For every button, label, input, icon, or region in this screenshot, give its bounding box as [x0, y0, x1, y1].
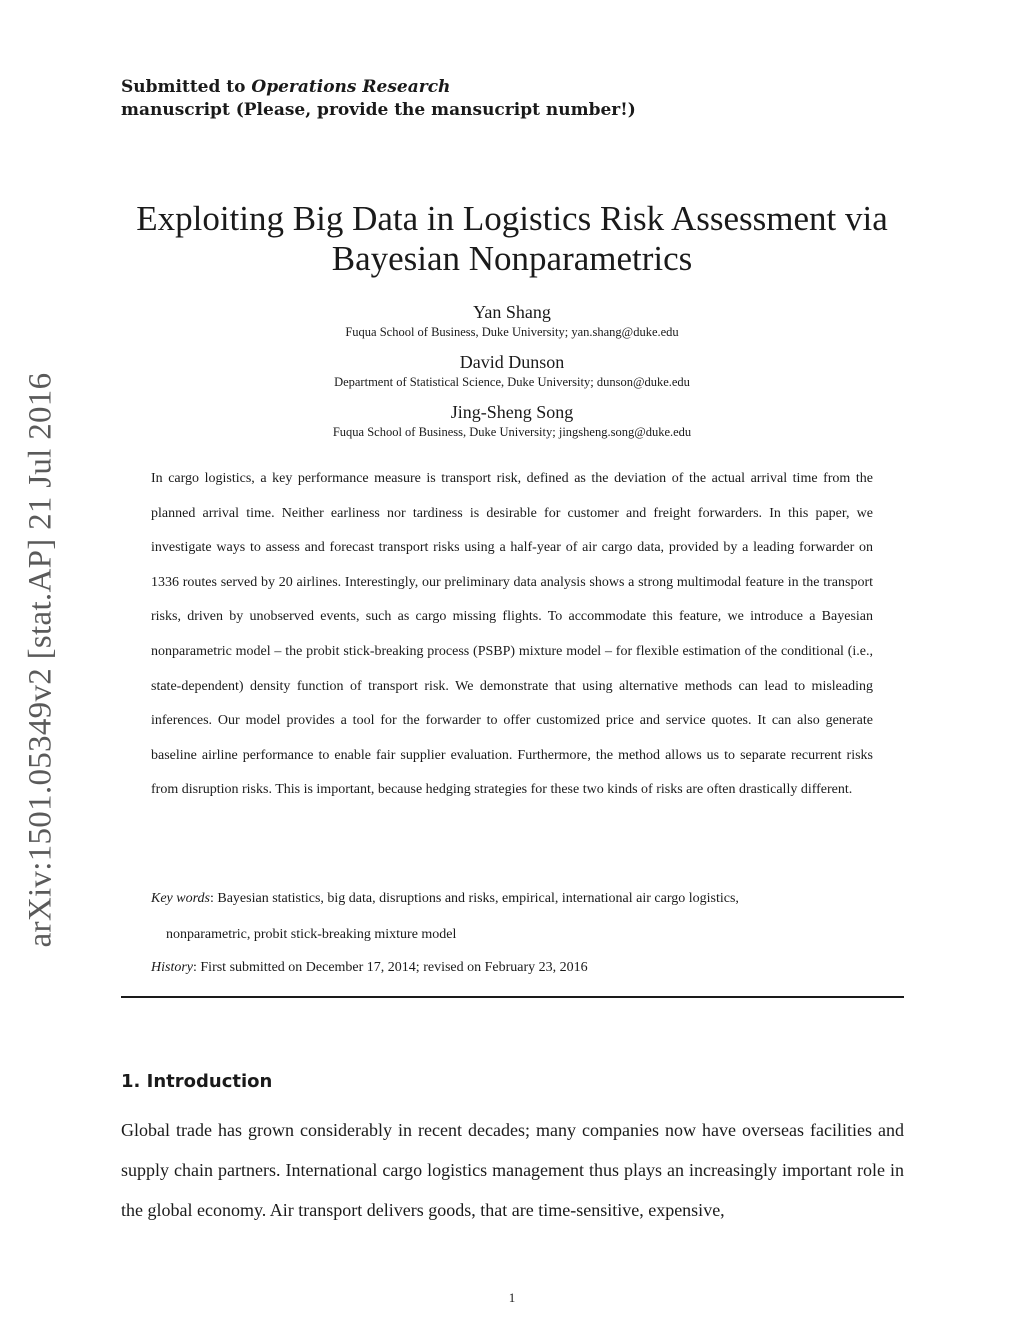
paper-title-line-1: Exploiting Big Data in Logistics Risk Assessment via	[136, 199, 888, 238]
section-heading	[121, 1070, 272, 1094]
paper-title-line-2: Bayesian Nonparametrics	[331, 239, 693, 278]
author-name: Yan Shang	[473, 302, 551, 322]
author-name: David Dunson	[459, 352, 565, 372]
journal-name: Operations Research	[251, 77, 451, 97]
abstract: In cargo logistics, a key performance measure is transport risk, defined as the deviation of the actual arrival time from the planned arrival time. Neither earliness nor tardiness is desirable for customer and freight forwarders. In this paper, we investigate ways to assess and forecast transport risks using a half-year of air cargo data, provided by a leading forwarder on 1336 routes served by 20 airlines. Interestingly, our preliminary data analysis shows a strong multimodal feature in the transport risks, driven by unobserved events, such as cargo missing flights. To accommodate this feature, we introduce a Bayesian nonparametric model – the probit stick-breaking process (PSBP) mixture model – for flexible estimation of the conditional (i.e., state-dependent) density function of transport risk. We demonstrate that using alternative methods can lead to misleading inferences. Our model provides a tool for the forwarder to offer customized price and service quotes. It can also generate baseline airline performance to enable fair supplier evaluation. Furthermore, the method allows us to separate recurrent risks from disruption risks. This is important, because hedging strategies for these two kinds of risks are often drastically different.	[151, 471, 873, 798]
section-divider	[121, 996, 904, 998]
keywords-text: Bayesian statistics, big data, disruptions and risks, empirical, international air cargo logistics,	[217, 891, 739, 906]
journal-submission-line	[121, 76, 450, 98]
submitted-to-text: Submitted to	[121, 77, 246, 97]
keywords-text-continued: nonparametric, probit stick-breaking mixture model	[166, 927, 457, 942]
manuscript-line: manuscript (Please, provide the mansucript number!)	[121, 100, 636, 120]
history-line: History: First submitted on December 17, 2014; revised on February 23, 2016	[151, 960, 588, 975]
history-text: First submitted on December 17, 2014; revised on February 23, 2016	[200, 960, 588, 975]
author-affiliation: Department of Statistical Science, Duke University; dunson@duke.edu	[334, 375, 690, 389]
section-number: 1.	[121, 1071, 141, 1092]
page-number: 1	[508, 1290, 516, 1305]
history-label: History	[151, 960, 193, 975]
author-affiliation: Fuqua School of Business, Duke University; jingsheng.song@duke.edu	[332, 425, 692, 439]
author-affiliation: Fuqua School of Business, Duke University; yan.shang@duke.edu	[345, 325, 679, 339]
author-name: Jing-Sheng Song	[450, 402, 574, 422]
keywords-line: Key words: Bayesian statistics, big data, disruptions and risks, empirical, international air cargo logistics,	[151, 891, 739, 906]
section-title: Introduction	[146, 1071, 273, 1092]
arxiv-stamp-text: arXiv:1501.05349v2 [stat.AP] 21 Jul 2016	[22, 372, 59, 948]
keywords-label: Key words	[151, 891, 210, 906]
introduction-paragraph: Global trade has grown considerably in recent decades; many companies now have overseas facilities and supply chain partners. International cargo logistics management thus plays an increasingly important role in the global economy. Air transport delivers goods, that are time-sensitive, expensive,	[121, 1120, 904, 1220]
